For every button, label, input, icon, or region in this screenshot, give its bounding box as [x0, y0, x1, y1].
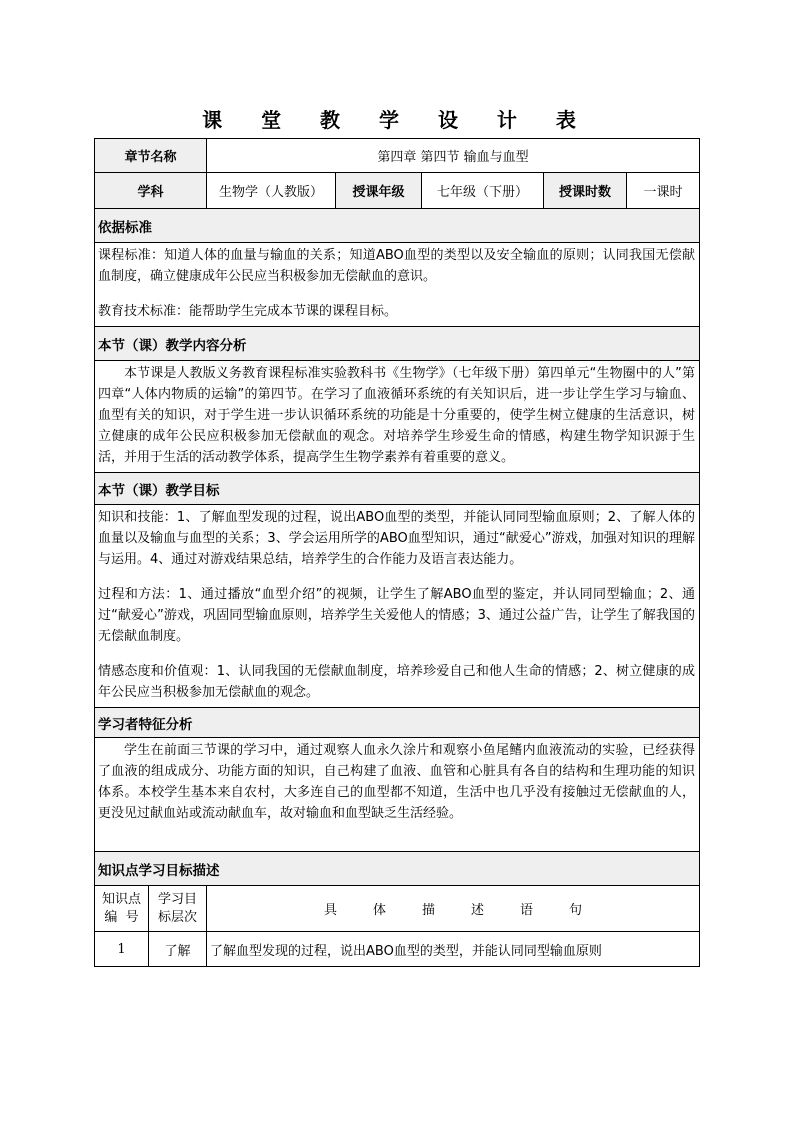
content-analysis-text: 本节课是人教版义务教育课程标准实验教科书《生物学》（七年级下册）第四单元“生物圈中的人”第四章“人体内物质的运输”的第四节。在学习了血液循环系统的有关知识后，进一步让学生学习与输血、血型有关的知识，对于学生进一步认识循环系统的功能是十分重要的，使学生树立健康的生活意识，树立健康的成年公民应积极参加无偿献血的观念。对培养学生珍爱生命的情感，构建生物学知识源于生活，并用于生活的活动教学体系，提高学生生物学素养有着重要的意义。 [98, 366, 695, 465]
kp-number: 1 [95, 932, 149, 966]
col-number-header [95, 886, 149, 931]
page-title: 课 堂 教 学 设 计 表 [202, 108, 592, 132]
design-table [94, 138, 700, 967]
technology-standard: 教育技术标准：能帮助学生完成本节课的课程目标。 [98, 304, 398, 319]
objectives-heading: 本节（课）教学目标 [95, 473, 699, 505]
content-analysis-heading: 本节（课）教学内容分析 [95, 327, 699, 361]
subject-row [95, 173, 699, 209]
learner-heading: 学习者特征分析 [95, 708, 699, 738]
chapter-row [95, 139, 699, 173]
col-desc-header [207, 886, 699, 931]
chapter-label: 章节名称 [95, 139, 207, 172]
knowledge-points-heading: 知识点学习目标描述 [95, 852, 699, 886]
knowledge-points-header-row [95, 886, 699, 932]
chapter-value: 第四章 第四节 输血与血型 [377, 150, 529, 165]
col-level-line1: 学习目 [157, 891, 197, 907]
col-number-line1: 知识点 [101, 891, 141, 907]
hours-value: 一课时 [643, 185, 683, 200]
objective-knowledge: 知识和技能：1、了解血型发现的过程，说出ABO血型的类型，并能认同同型输血原则；2、了解人体的血量以及输血与血型的关系；3、学会运用所学的ABO血型知识，通过“献爱心”游戏，加强对知识的理解与运用。4、通过对游戏结果总结，培养学生的合作能力及语言表达能力。 [98, 510, 695, 567]
col-level-line2: 标层次 [157, 909, 197, 925]
standards-heading: 依据标准 [95, 209, 699, 243]
col-desc-label: 具体描述语句 [323, 903, 618, 918]
learner-text: 学生在前面三节课的学习中，通过观察人血永久涂片和观察小鱼尾鳍内血液流动的实验，已经获得了血液的组成成分、功能方面的知识，自己构建了血液、血管和心脏具有各自的结构和生理功能的知识体系。本校学生基本来自农村，大多连自己的血型都不知道，生活中也几乎没有接触过无偿献血的人，更没见过献血站或流动献血车，故对输血和血型缺乏生活经验。 [98, 743, 695, 821]
content-analysis-body [95, 361, 699, 473]
table-row [95, 932, 699, 966]
standards-body [95, 243, 699, 327]
grade-label: 授课年级 [336, 173, 422, 208]
subject-label: 学科 [95, 173, 207, 208]
kp-desc: 了解血型发现的过程，说出ABO血型的类型，并能认同同型输血原则 [210, 943, 602, 959]
kp-level: 了解 [149, 932, 207, 966]
objectives-body [95, 505, 699, 708]
learner-body [95, 738, 699, 852]
grade-value: 七年级（下册） [422, 173, 544, 208]
hours-label: 授课时数 [544, 173, 627, 208]
subject-value: 生物学（人教版） [207, 173, 336, 208]
objective-emotion: 情感态度和价值观：1、认同我国的无偿献血制度，培养珍爱自己和他人生命的情感；2、树立健康的成年公民应当积极参加无偿献血的观念。 [98, 664, 695, 700]
col-level-header [149, 886, 207, 931]
objective-process: 过程和方法：1、通过播放“血型介绍”的视频，让学生了解ABO血型的鉴定，并认同同型输血；2、通过“献爱心”游戏，巩固同型输血原则，培养学生关爱他人的情感；3、通过公益广告，让学生了解我国的无偿献血制度。 [98, 587, 695, 644]
col-number-line2: 编 号 [104, 909, 139, 925]
curriculum-standard: 课程标准：知道人体的血量与输血的关系；知道ABO血型的类型以及安全输血的原则；认同我国无偿献血制度，确立健康成年公民应当积极参加无偿献血的意识。 [98, 248, 695, 284]
